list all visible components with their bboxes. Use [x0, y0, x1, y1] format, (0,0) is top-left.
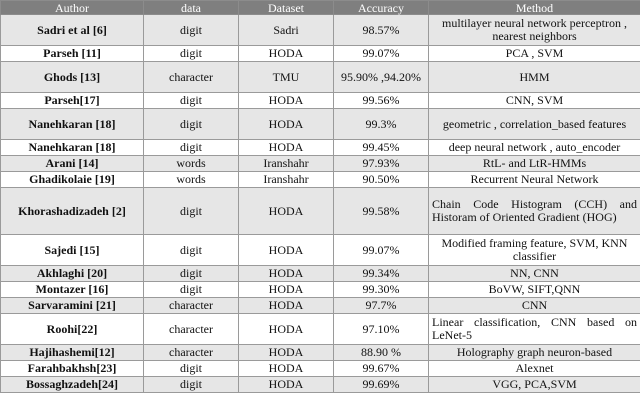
cell-data: words: [144, 172, 239, 188]
table-row: [1, 282, 640, 298]
cell-dataset: HODA: [239, 46, 334, 62]
cell-accuracy: 98.57%: [334, 15, 429, 46]
cell-method: PCA , SVM: [429, 46, 640, 62]
cell-dataset: Iranshahr: [239, 156, 334, 172]
cell-accuracy: 99.58%: [334, 188, 429, 235]
cell-dataset: HODA: [239, 109, 334, 140]
table-body: [1, 15, 640, 393]
cell-dataset: HODA: [239, 361, 334, 377]
cell-dataset: HODA: [239, 93, 334, 109]
table-row: [1, 188, 640, 235]
cell-method: geometric , correlation_based features: [429, 109, 640, 140]
cell-method: Holography graph neuron-based: [429, 345, 640, 361]
table-row: [1, 266, 640, 282]
cell-author: Nanehkaran [18]: [1, 109, 144, 140]
header-row: [1, 1, 640, 15]
cell-author: Sajedi [15]: [1, 235, 144, 266]
cell-method: multilayer neural network perceptron , nearest neighbors: [429, 15, 640, 46]
cell-method: Alexnet: [429, 361, 640, 377]
cell-data: words: [144, 156, 239, 172]
cell-data: character: [144, 345, 239, 361]
column-header-accuracy: Accuracy: [334, 1, 429, 15]
column-header-data: data: [144, 1, 239, 15]
cell-method: CNN: [429, 298, 640, 314]
column-header-author: Author: [1, 1, 144, 15]
table-row: [1, 345, 640, 361]
table-row: [1, 298, 640, 314]
cell-accuracy: 90.50%: [334, 172, 429, 188]
cell-dataset: HODA: [239, 235, 334, 266]
cell-dataset: HODA: [239, 140, 334, 156]
table-row: [1, 172, 640, 188]
cell-data: digit: [144, 46, 239, 62]
cell-author: Roohi[22]: [1, 314, 144, 345]
table-row: [1, 361, 640, 377]
table-row: [1, 314, 640, 345]
cell-dataset: Sadri: [239, 15, 334, 46]
cell-dataset: HODA: [239, 188, 334, 235]
table-row: [1, 109, 640, 140]
cell-accuracy: 99.56%: [334, 93, 429, 109]
cell-author: Montazer [16]: [1, 282, 144, 298]
cell-data: character: [144, 62, 239, 93]
cell-method: Recurrent Neural Network: [429, 172, 640, 188]
cell-method: HMM: [429, 62, 640, 93]
cell-data: digit: [144, 93, 239, 109]
cell-dataset: HODA: [239, 298, 334, 314]
cell-data: digit: [144, 140, 239, 156]
cell-data: digit: [144, 361, 239, 377]
cell-author: Ghods [13]: [1, 62, 144, 93]
cell-dataset: HODA: [239, 345, 334, 361]
cell-accuracy: 99.07%: [334, 46, 429, 62]
cell-author: Arani [14]: [1, 156, 144, 172]
cell-accuracy: 99.07%: [334, 235, 429, 266]
cell-dataset: TMU: [239, 62, 334, 93]
cell-method: RtL- and LtR-HMMs: [429, 156, 640, 172]
table-row: [1, 377, 640, 393]
table-row: [1, 140, 640, 156]
cell-accuracy: 88.90 %: [334, 345, 429, 361]
cell-accuracy: 99.67%: [334, 361, 429, 377]
cell-accuracy: 99.34%: [334, 266, 429, 282]
cell-data: digit: [144, 266, 239, 282]
cell-accuracy: 95.90% ,94.20%: [334, 62, 429, 93]
cell-data: digit: [144, 235, 239, 266]
cell-accuracy: 97.7%: [334, 298, 429, 314]
cell-data: character: [144, 314, 239, 345]
cell-method: NN, CNN: [429, 266, 640, 282]
cell-method: deep neural network , auto_encoder: [429, 140, 640, 156]
cell-data: digit: [144, 109, 239, 140]
column-header-method: Method: [429, 1, 640, 15]
cell-data: character: [144, 298, 239, 314]
table-row: [1, 46, 640, 62]
cell-accuracy: 99.30%: [334, 282, 429, 298]
cell-data: digit: [144, 377, 239, 393]
cell-dataset: HODA: [239, 377, 334, 393]
cell-dataset: HODA: [239, 282, 334, 298]
cell-author: Sarvaramini [21]: [1, 298, 144, 314]
cell-method: CNN, SVM: [429, 93, 640, 109]
table-row: [1, 15, 640, 46]
cell-dataset: Iranshahr: [239, 172, 334, 188]
cell-method: Linear classification, CNN based on LeNet-5: [429, 314, 640, 345]
cell-accuracy: 99.69%: [334, 377, 429, 393]
cell-accuracy: 97.93%: [334, 156, 429, 172]
cell-author: Hajihashemi[12]: [1, 345, 144, 361]
column-header-dataset: Dataset: [239, 1, 334, 15]
cell-accuracy: 99.45%: [334, 140, 429, 156]
cell-accuracy: 97.10%: [334, 314, 429, 345]
cell-accuracy: 99.3%: [334, 109, 429, 140]
cell-author: Farahbakhsh[23]: [1, 361, 144, 377]
cell-author: Akhlaghi [20]: [1, 266, 144, 282]
table-row: [1, 156, 640, 172]
cell-dataset: HODA: [239, 266, 334, 282]
cell-method: Modified framing feature, SVM, KNN classifier: [429, 235, 640, 266]
cell-author: Sadri et al [6]: [1, 15, 144, 46]
cell-author: Khorashadizadeh [2]: [1, 188, 144, 235]
cell-data: digit: [144, 282, 239, 298]
cell-author: Bossaghzadeh[24]: [1, 377, 144, 393]
cell-dataset: HODA: [239, 314, 334, 345]
cell-method: Chain Code Histogram (CCH) and Historam of Oriented Gradient (HOG): [429, 188, 640, 235]
table-row: [1, 235, 640, 266]
cell-author: Parseh[17]: [1, 93, 144, 109]
table-row: [1, 62, 640, 93]
table-row: [1, 93, 640, 109]
cell-author: Ghadikolaie [19]: [1, 172, 144, 188]
cell-method: BoVW, SIFT,QNN: [429, 282, 640, 298]
cell-method: VGG, PCA,SVM: [429, 377, 640, 393]
cell-author: Nanehkaran [18]: [1, 140, 144, 156]
cell-author: Parseh [11]: [1, 46, 144, 62]
cell-data: digit: [144, 15, 239, 46]
cell-data: digit: [144, 188, 239, 235]
